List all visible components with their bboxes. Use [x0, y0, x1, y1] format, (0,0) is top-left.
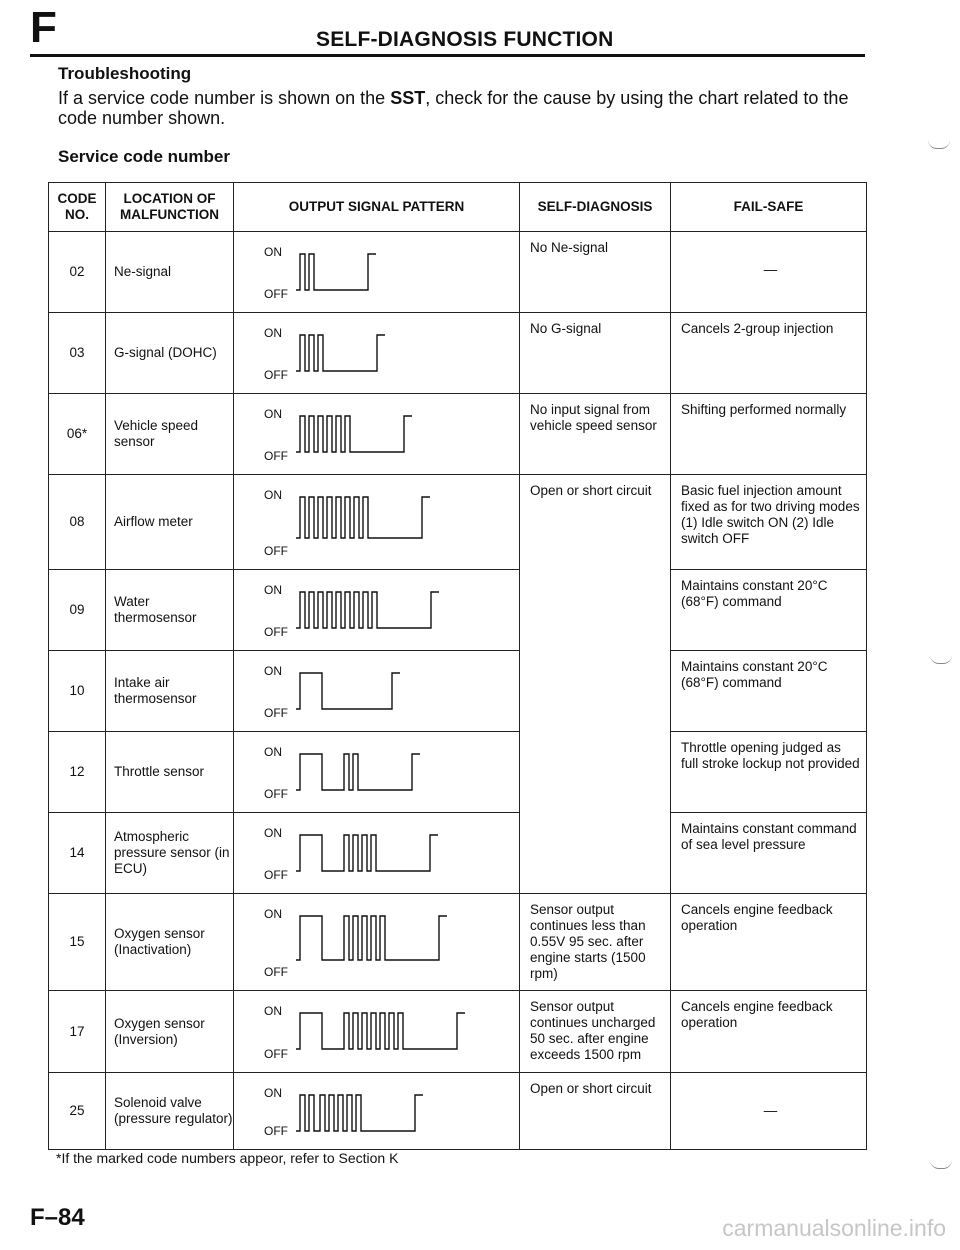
- row-diagnosis: Sensor output continues uncharged 50 sec. after engine exceeds 1500 rpm: [520, 991, 671, 1073]
- header-rule: [30, 54, 865, 57]
- row-location: Atmospheric pressure sensor (in ECU): [106, 813, 234, 894]
- waveform-trace: [296, 754, 420, 790]
- row-signal: [234, 732, 520, 813]
- row-code: 14: [49, 813, 106, 894]
- on-label: ON: [264, 1004, 282, 1018]
- table-row: [49, 232, 867, 313]
- table-row: [49, 732, 867, 813]
- waveform-trace: [296, 1095, 423, 1131]
- row-code: 17: [49, 991, 106, 1073]
- waveform-trace: [296, 416, 412, 452]
- on-label: ON: [264, 664, 282, 678]
- failsafe-dash: —: [763, 1103, 778, 1118]
- row-location: Vehicle speed sensor: [106, 394, 234, 475]
- failsafe-dash: —: [763, 262, 778, 277]
- footnote: *If the marked code numbers appeor, refer to Section K: [56, 1150, 399, 1166]
- row-code: 10: [49, 651, 106, 732]
- table-row: [49, 813, 867, 894]
- row-location: Airflow meter: [106, 475, 234, 570]
- intro-text-1: If a service code number is shown on the: [58, 88, 391, 108]
- intro-paragraph: [58, 88, 873, 128]
- table-row: [49, 313, 867, 394]
- waveform-trace: [296, 335, 385, 371]
- margin-mark: [930, 655, 952, 664]
- table-row: [49, 394, 867, 475]
- row-signal: [234, 570, 520, 651]
- row-signal: [234, 394, 520, 475]
- row-failsafe: Basic fuel injection amount fixed as for two driving modes (1) Idle switch ON (2) Idle switch OFF: [671, 475, 867, 570]
- table-row: [49, 1073, 867, 1150]
- watermark: carmanualsonline.info: [722, 1215, 946, 1241]
- table-row: [49, 651, 867, 732]
- row-location: G-signal (DOHC): [106, 313, 234, 394]
- signal-waveform: [292, 491, 512, 546]
- header-signal: OUTPUT SIGNAL PATTERN: [234, 183, 520, 232]
- row-code: 25: [49, 1073, 106, 1150]
- signal-waveform: [292, 667, 512, 717]
- waveform-trace: [296, 254, 376, 290]
- off-label: OFF: [264, 965, 288, 979]
- row-signal: [234, 313, 520, 394]
- header-diagnosis: SELF-DIAGNOSIS: [520, 183, 671, 232]
- waveform-trace: [296, 497, 430, 538]
- row-failsafe: Cancels 2-group injection: [671, 313, 867, 394]
- signal-waveform: [292, 829, 512, 879]
- row-diagnosis: Open or short circuit: [520, 1073, 671, 1150]
- table-row: [49, 894, 867, 991]
- on-label: ON: [264, 907, 282, 921]
- table-header-row: [49, 183, 867, 232]
- row-location: Water thermosensor: [106, 570, 234, 651]
- row-location: Oxygen sensor (Inactivation): [106, 894, 234, 991]
- margin-mark: [928, 140, 950, 149]
- signal-waveform: [292, 748, 512, 798]
- off-label: OFF: [264, 368, 288, 382]
- row-diagnosis: Sensor output continues less than 0.55V 95 sec. after engine starts (1500 rpm): [520, 894, 671, 991]
- on-label: ON: [264, 826, 282, 840]
- signal-waveform: [292, 586, 512, 636]
- row-diagnosis: No input signal from vehicle speed sensor: [520, 394, 671, 475]
- row-signal: [234, 1073, 520, 1150]
- row-failsafe: Shifting performed normally: [671, 394, 867, 475]
- row-signal: [234, 813, 520, 894]
- off-label: OFF: [264, 868, 288, 882]
- waveform-trace: [296, 916, 447, 960]
- row-failsafe: Cancels engine feedback operation: [671, 991, 867, 1073]
- row-code: 02: [49, 232, 106, 313]
- row-code: 12: [49, 732, 106, 813]
- row-diagnosis: No G-signal: [520, 313, 671, 394]
- row-location: Intake air thermosensor: [106, 651, 234, 732]
- row-signal: [234, 475, 520, 570]
- row-code: 09: [49, 570, 106, 651]
- waveform-trace: [296, 673, 400, 709]
- page-number: F–84: [30, 1204, 85, 1231]
- service-code-heading: Service code number: [58, 147, 230, 166]
- row-location: Ne-signal: [106, 232, 234, 313]
- page-title: SELF-DIAGNOSIS FUNCTION: [316, 28, 614, 51]
- on-label: ON: [264, 326, 282, 340]
- service-code-table: [48, 182, 867, 1150]
- troubleshooting-heading: Troubleshooting: [58, 64, 192, 83]
- row-failsafe: Maintains constant command of sea level pressure: [671, 813, 867, 894]
- on-label: ON: [264, 583, 282, 597]
- header-location: LOCATION OF MALFUNCTION: [106, 183, 234, 232]
- signal-waveform: [292, 329, 512, 379]
- row-location: Oxygen sensor (Inversion): [106, 991, 234, 1073]
- row-failsafe: [671, 232, 867, 313]
- intro-sst: SST: [390, 88, 426, 108]
- off-label: OFF: [264, 706, 288, 720]
- row-signal: [234, 991, 520, 1073]
- intro-text-2: , check for the cause by using the chart related to the code number shown.: [58, 88, 849, 128]
- signal-waveform: [292, 910, 512, 968]
- off-label: OFF: [264, 287, 288, 301]
- signal-waveform: [292, 1007, 512, 1057]
- row-signal: [234, 232, 520, 313]
- off-label: OFF: [264, 625, 288, 639]
- on-label: ON: [264, 245, 282, 259]
- row-failsafe: Maintains constant 20°C (68°F) command: [671, 570, 867, 651]
- off-label: OFF: [264, 449, 288, 463]
- row-code: 06*: [49, 394, 106, 475]
- on-label: ON: [264, 1086, 282, 1100]
- row-signal: [234, 894, 520, 991]
- table-row: [49, 570, 867, 651]
- margin-mark: [930, 1160, 952, 1169]
- on-label: ON: [264, 745, 282, 759]
- row-failsafe: Maintains constant 20°C (68°F) command: [671, 651, 867, 732]
- header-code: CODE NO.: [49, 183, 106, 232]
- row-location: Throttle sensor: [106, 732, 234, 813]
- off-label: OFF: [264, 1047, 288, 1061]
- row-code: 03: [49, 313, 106, 394]
- row-diagnosis: Open or short circuit: [520, 475, 671, 894]
- row-failsafe: Throttle opening judged as full stroke lockup not provided: [671, 732, 867, 813]
- waveform-trace: [296, 1013, 465, 1049]
- signal-waveform: [292, 410, 512, 460]
- row-failsafe: [671, 1073, 867, 1150]
- on-label: ON: [264, 488, 282, 502]
- row-code: 15: [49, 894, 106, 991]
- table-row: [49, 475, 867, 570]
- off-label: OFF: [264, 1124, 288, 1138]
- off-label: OFF: [264, 787, 288, 801]
- off-label: OFF: [264, 544, 288, 558]
- row-diagnosis: No Ne-signal: [520, 232, 671, 313]
- section-letter: F: [30, 3, 57, 52]
- row-location: Solenoid valve (pressure regulator): [106, 1073, 234, 1150]
- header-failsafe: FAIL-SAFE: [671, 183, 867, 232]
- row-failsafe: Cancels engine feedback operation: [671, 894, 867, 991]
- waveform-trace: [296, 592, 439, 628]
- waveform-trace: [296, 835, 438, 871]
- signal-waveform: [292, 248, 512, 298]
- table-row: [49, 991, 867, 1073]
- row-code: 08: [49, 475, 106, 570]
- on-label: ON: [264, 407, 282, 421]
- row-signal: [234, 651, 520, 732]
- signal-waveform: [292, 1089, 512, 1139]
